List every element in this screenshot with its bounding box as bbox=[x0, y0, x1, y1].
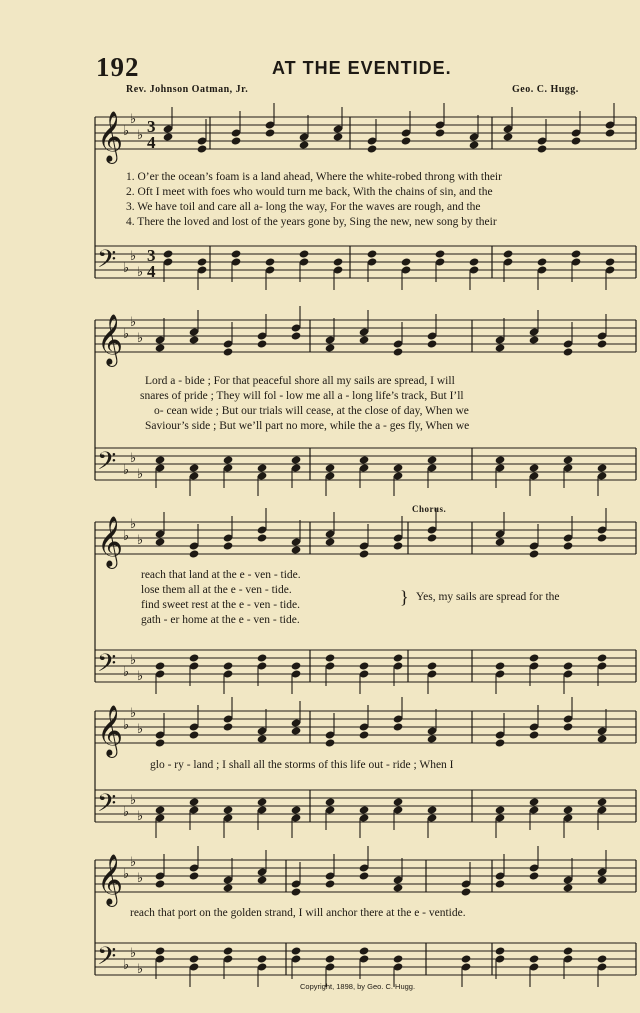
verse-1-line-3: reach that land at the e - ven - tide. bbox=[141, 569, 301, 581]
treble-note bbox=[495, 879, 506, 888]
flat-icon: ♭ bbox=[123, 958, 130, 973]
bass-note bbox=[367, 249, 378, 258]
flat-icon: ♭ bbox=[130, 249, 137, 264]
treble-note bbox=[333, 132, 344, 141]
bass-note bbox=[257, 954, 268, 963]
treble-note bbox=[291, 887, 302, 896]
bass-note bbox=[495, 805, 506, 814]
verse-3-line-1: 3. We have toil and care all a- long the way, For the waves are rough, and the bbox=[126, 201, 481, 213]
treble-note bbox=[257, 734, 268, 743]
treble-note bbox=[563, 883, 574, 892]
bass-note bbox=[223, 455, 234, 464]
bass-note bbox=[529, 463, 540, 472]
treble-clef-icon: 𝄞 bbox=[97, 516, 124, 567]
treble-note bbox=[427, 533, 438, 542]
treble-note bbox=[427, 339, 438, 348]
treble-note bbox=[325, 738, 336, 747]
treble-note bbox=[155, 879, 166, 888]
treble-note bbox=[155, 343, 166, 352]
treble-note bbox=[393, 347, 404, 356]
bass-note bbox=[571, 249, 582, 258]
bass-note bbox=[223, 805, 234, 814]
bass-note bbox=[427, 661, 438, 670]
flat-icon: ♭ bbox=[130, 946, 137, 961]
bass-note bbox=[189, 797, 200, 806]
bass-note bbox=[495, 661, 506, 670]
bass-note bbox=[563, 455, 574, 464]
treble-note bbox=[495, 343, 506, 352]
verse-4-line-2: Saviour’s side ; But we’ll part no more, while the a - ges fly, When we bbox=[145, 420, 470, 432]
treble-note bbox=[291, 545, 302, 554]
treble-note bbox=[197, 144, 208, 153]
treble-note bbox=[359, 549, 370, 558]
bass-note bbox=[325, 653, 336, 662]
treble-clef-icon: 𝄞 bbox=[97, 854, 124, 905]
bass-note bbox=[605, 257, 616, 266]
bass-note bbox=[257, 797, 268, 806]
verse-2-line-2: snares of pride ; They will fol - low me all a - long life’s track, But I’ll bbox=[140, 390, 464, 402]
bass-note bbox=[359, 455, 370, 464]
bass-note bbox=[469, 257, 480, 266]
bass-note bbox=[597, 954, 608, 963]
bass-note bbox=[537, 257, 548, 266]
bass-clef-icon: 𝄢 bbox=[97, 649, 117, 684]
treble-note bbox=[393, 541, 404, 550]
bass-note bbox=[359, 805, 370, 814]
treble-note bbox=[359, 335, 370, 344]
flat-icon: ♭ bbox=[130, 793, 137, 808]
treble-note bbox=[393, 722, 404, 731]
treble-note bbox=[189, 871, 200, 880]
bass-note bbox=[189, 653, 200, 662]
bass-note bbox=[563, 805, 574, 814]
author-credit: Rev. Johnson Oatman, Jr. bbox=[126, 84, 249, 95]
treble-clef-icon: 𝄞 bbox=[97, 705, 124, 756]
bass-note bbox=[155, 805, 166, 814]
verse-1-line-1: 1. O’er the ocean’s foam is a land ahead, Where the white-robed throng with their bbox=[126, 171, 502, 183]
treble-note bbox=[393, 883, 404, 892]
bass-note bbox=[163, 249, 174, 258]
bass-note bbox=[597, 797, 608, 806]
bass-note bbox=[597, 463, 608, 472]
flat-icon: ♭ bbox=[137, 331, 144, 346]
flat-icon: ♭ bbox=[137, 962, 144, 977]
treble-note bbox=[359, 871, 370, 880]
verse-4-line-1: 4. There the loved and lost of the years gone by, Sing the new, new song by their bbox=[126, 216, 497, 228]
hymn-title: AT THE EVENTIDE. bbox=[272, 58, 452, 78]
bass-note bbox=[427, 805, 438, 814]
bass-note bbox=[189, 463, 200, 472]
verse-4-line-3: gath - er home at the e - ven - tide. bbox=[141, 614, 300, 626]
treble-note bbox=[597, 734, 608, 743]
bass-note bbox=[393, 954, 404, 963]
bass-clef-icon: 𝄢 bbox=[97, 789, 117, 824]
treble-note bbox=[223, 722, 234, 731]
bass-note bbox=[529, 797, 540, 806]
treble-note bbox=[367, 144, 378, 153]
bass-note bbox=[223, 946, 234, 955]
treble-note bbox=[401, 136, 412, 145]
bass-note bbox=[563, 661, 574, 670]
treble-note bbox=[563, 722, 574, 731]
bass-note bbox=[291, 661, 302, 670]
treble-note bbox=[155, 738, 166, 747]
treble-note bbox=[529, 549, 540, 558]
treble-note bbox=[291, 331, 302, 340]
treble-note bbox=[189, 549, 200, 558]
treble-note bbox=[563, 347, 574, 356]
flat-icon: ♭ bbox=[130, 653, 137, 668]
treble-note bbox=[495, 537, 506, 546]
treble-note bbox=[231, 136, 242, 145]
treble-note bbox=[605, 128, 616, 137]
treble-note bbox=[359, 730, 370, 739]
treble-note bbox=[571, 136, 582, 145]
flat-icon: ♭ bbox=[130, 517, 137, 532]
bass-note bbox=[257, 463, 268, 472]
time-signature-bottom: 4 bbox=[147, 262, 156, 281]
bass-note bbox=[393, 463, 404, 472]
bass-note bbox=[427, 455, 438, 464]
bass-note bbox=[563, 946, 574, 955]
flat-icon: ♭ bbox=[137, 669, 144, 684]
time-signature-top: 3 bbox=[147, 246, 156, 265]
treble-note bbox=[223, 347, 234, 356]
flat-icon: ♭ bbox=[123, 124, 130, 139]
treble-note bbox=[257, 875, 268, 884]
flat-icon: ♭ bbox=[137, 722, 144, 737]
flat-icon: ♭ bbox=[137, 265, 144, 280]
verse-3-line-3: find sweet rest at the e - ven - tide. bbox=[141, 599, 301, 611]
treble-note bbox=[597, 875, 608, 884]
treble-note bbox=[495, 738, 506, 747]
verse-2-line-3: lose them all at the e - ven - tide. bbox=[141, 584, 292, 596]
composer-credit: Geo. C. Hugg. bbox=[512, 84, 579, 95]
bass-note bbox=[291, 455, 302, 464]
bass-note bbox=[189, 954, 200, 963]
flat-icon: ♭ bbox=[123, 261, 130, 276]
bass-note bbox=[155, 661, 166, 670]
bass-note bbox=[291, 805, 302, 814]
flat-icon: ♭ bbox=[137, 871, 144, 886]
treble-note bbox=[435, 128, 446, 137]
flat-icon: ♭ bbox=[123, 867, 130, 882]
bass-note bbox=[155, 455, 166, 464]
chorus-line-2: glo - ry - land ; I shall all the storms of this life out - ride ; When I bbox=[150, 759, 454, 771]
bass-clef-icon: 𝄢 bbox=[97, 245, 117, 280]
treble-note bbox=[257, 339, 268, 348]
treble-note bbox=[469, 140, 480, 149]
treble-note bbox=[537, 144, 548, 153]
flat-icon: ♭ bbox=[123, 327, 130, 342]
treble-note bbox=[529, 730, 540, 739]
bass-note bbox=[231, 249, 242, 258]
treble-note bbox=[291, 726, 302, 735]
bass-note bbox=[257, 653, 268, 662]
time-signature-top: 3 bbox=[147, 117, 156, 136]
bass-note bbox=[291, 946, 302, 955]
flat-icon: ♭ bbox=[137, 128, 144, 143]
flat-icon: ♭ bbox=[123, 463, 130, 478]
verse-brace: } bbox=[400, 587, 409, 607]
treble-note bbox=[257, 533, 268, 542]
bass-clef-icon: 𝄢 bbox=[97, 447, 117, 482]
bass-note bbox=[503, 249, 514, 258]
treble-note bbox=[325, 537, 336, 546]
verse-2-line-1: 2. Oft I meet with foes who would turn me back, With the chains of sin, and the bbox=[126, 186, 493, 198]
treble-note bbox=[529, 871, 540, 880]
chorus-line-1: Yes, my sails are spread for the bbox=[416, 591, 560, 603]
chorus-line-3: reach that port on the golden strand, I will anchor there at the e - ventide. bbox=[130, 907, 466, 919]
bass-note bbox=[359, 661, 370, 670]
bass-note bbox=[359, 946, 370, 955]
bass-note bbox=[223, 661, 234, 670]
bass-note bbox=[325, 954, 336, 963]
bass-note bbox=[155, 946, 166, 955]
treble-note bbox=[503, 132, 514, 141]
copyright-notice: Copyright, 1898, by Geo. C. Hugg. bbox=[300, 982, 416, 991]
treble-note bbox=[155, 537, 166, 546]
bass-note bbox=[325, 797, 336, 806]
chorus-label: Chorus. bbox=[412, 504, 447, 514]
flat-icon: ♭ bbox=[137, 533, 144, 548]
treble-note bbox=[299, 140, 310, 149]
flat-icon: ♭ bbox=[123, 529, 130, 544]
bass-note bbox=[197, 257, 208, 266]
bass-note bbox=[597, 653, 608, 662]
bass-note bbox=[529, 954, 540, 963]
treble-note bbox=[189, 730, 200, 739]
treble-note bbox=[529, 335, 540, 344]
bass-note bbox=[333, 257, 344, 266]
bass-note bbox=[325, 463, 336, 472]
flat-icon: ♭ bbox=[123, 805, 130, 820]
flat-icon: ♭ bbox=[130, 855, 137, 870]
treble-note bbox=[163, 132, 174, 141]
treble-note bbox=[325, 343, 336, 352]
bass-note bbox=[461, 954, 472, 963]
treble-note bbox=[223, 541, 234, 550]
flat-icon: ♭ bbox=[123, 718, 130, 733]
bass-note bbox=[265, 257, 276, 266]
treble-note bbox=[265, 128, 276, 137]
bass-note bbox=[495, 455, 506, 464]
treble-note bbox=[427, 734, 438, 743]
verse-3-line-2: o- cean wide ; But our trials will cease, at the close of day, When we bbox=[154, 405, 469, 417]
bass-note bbox=[529, 653, 540, 662]
flat-icon: ♭ bbox=[123, 665, 130, 680]
treble-note bbox=[461, 887, 472, 896]
bass-note bbox=[393, 797, 404, 806]
bass-note bbox=[299, 249, 310, 258]
treble-note bbox=[597, 533, 608, 542]
treble-note bbox=[597, 339, 608, 348]
treble-note bbox=[189, 335, 200, 344]
treble-note bbox=[325, 879, 336, 888]
bass-note bbox=[393, 653, 404, 662]
flat-icon: ♭ bbox=[137, 467, 144, 482]
flat-icon: ♭ bbox=[130, 315, 137, 330]
bass-clef-icon: 𝄢 bbox=[97, 942, 117, 977]
treble-clef-icon: 𝄞 bbox=[97, 314, 124, 365]
hymn-number: 192 bbox=[96, 52, 140, 82]
verse-1-line-2: Lord a - bide ; For that peaceful shore all my sails are spread, I will bbox=[145, 375, 455, 387]
flat-icon: ♭ bbox=[137, 809, 144, 824]
treble-note bbox=[563, 541, 574, 550]
time-signature-bottom: 4 bbox=[147, 133, 156, 152]
bass-note bbox=[435, 249, 446, 258]
bass-note bbox=[401, 257, 412, 266]
bass-note bbox=[495, 946, 506, 955]
flat-icon: ♭ bbox=[130, 706, 137, 721]
flat-icon: ♭ bbox=[130, 451, 137, 466]
treble-clef-icon: 𝄞 bbox=[97, 111, 124, 162]
flat-icon: ♭ bbox=[130, 112, 137, 127]
treble-note bbox=[223, 883, 234, 892]
